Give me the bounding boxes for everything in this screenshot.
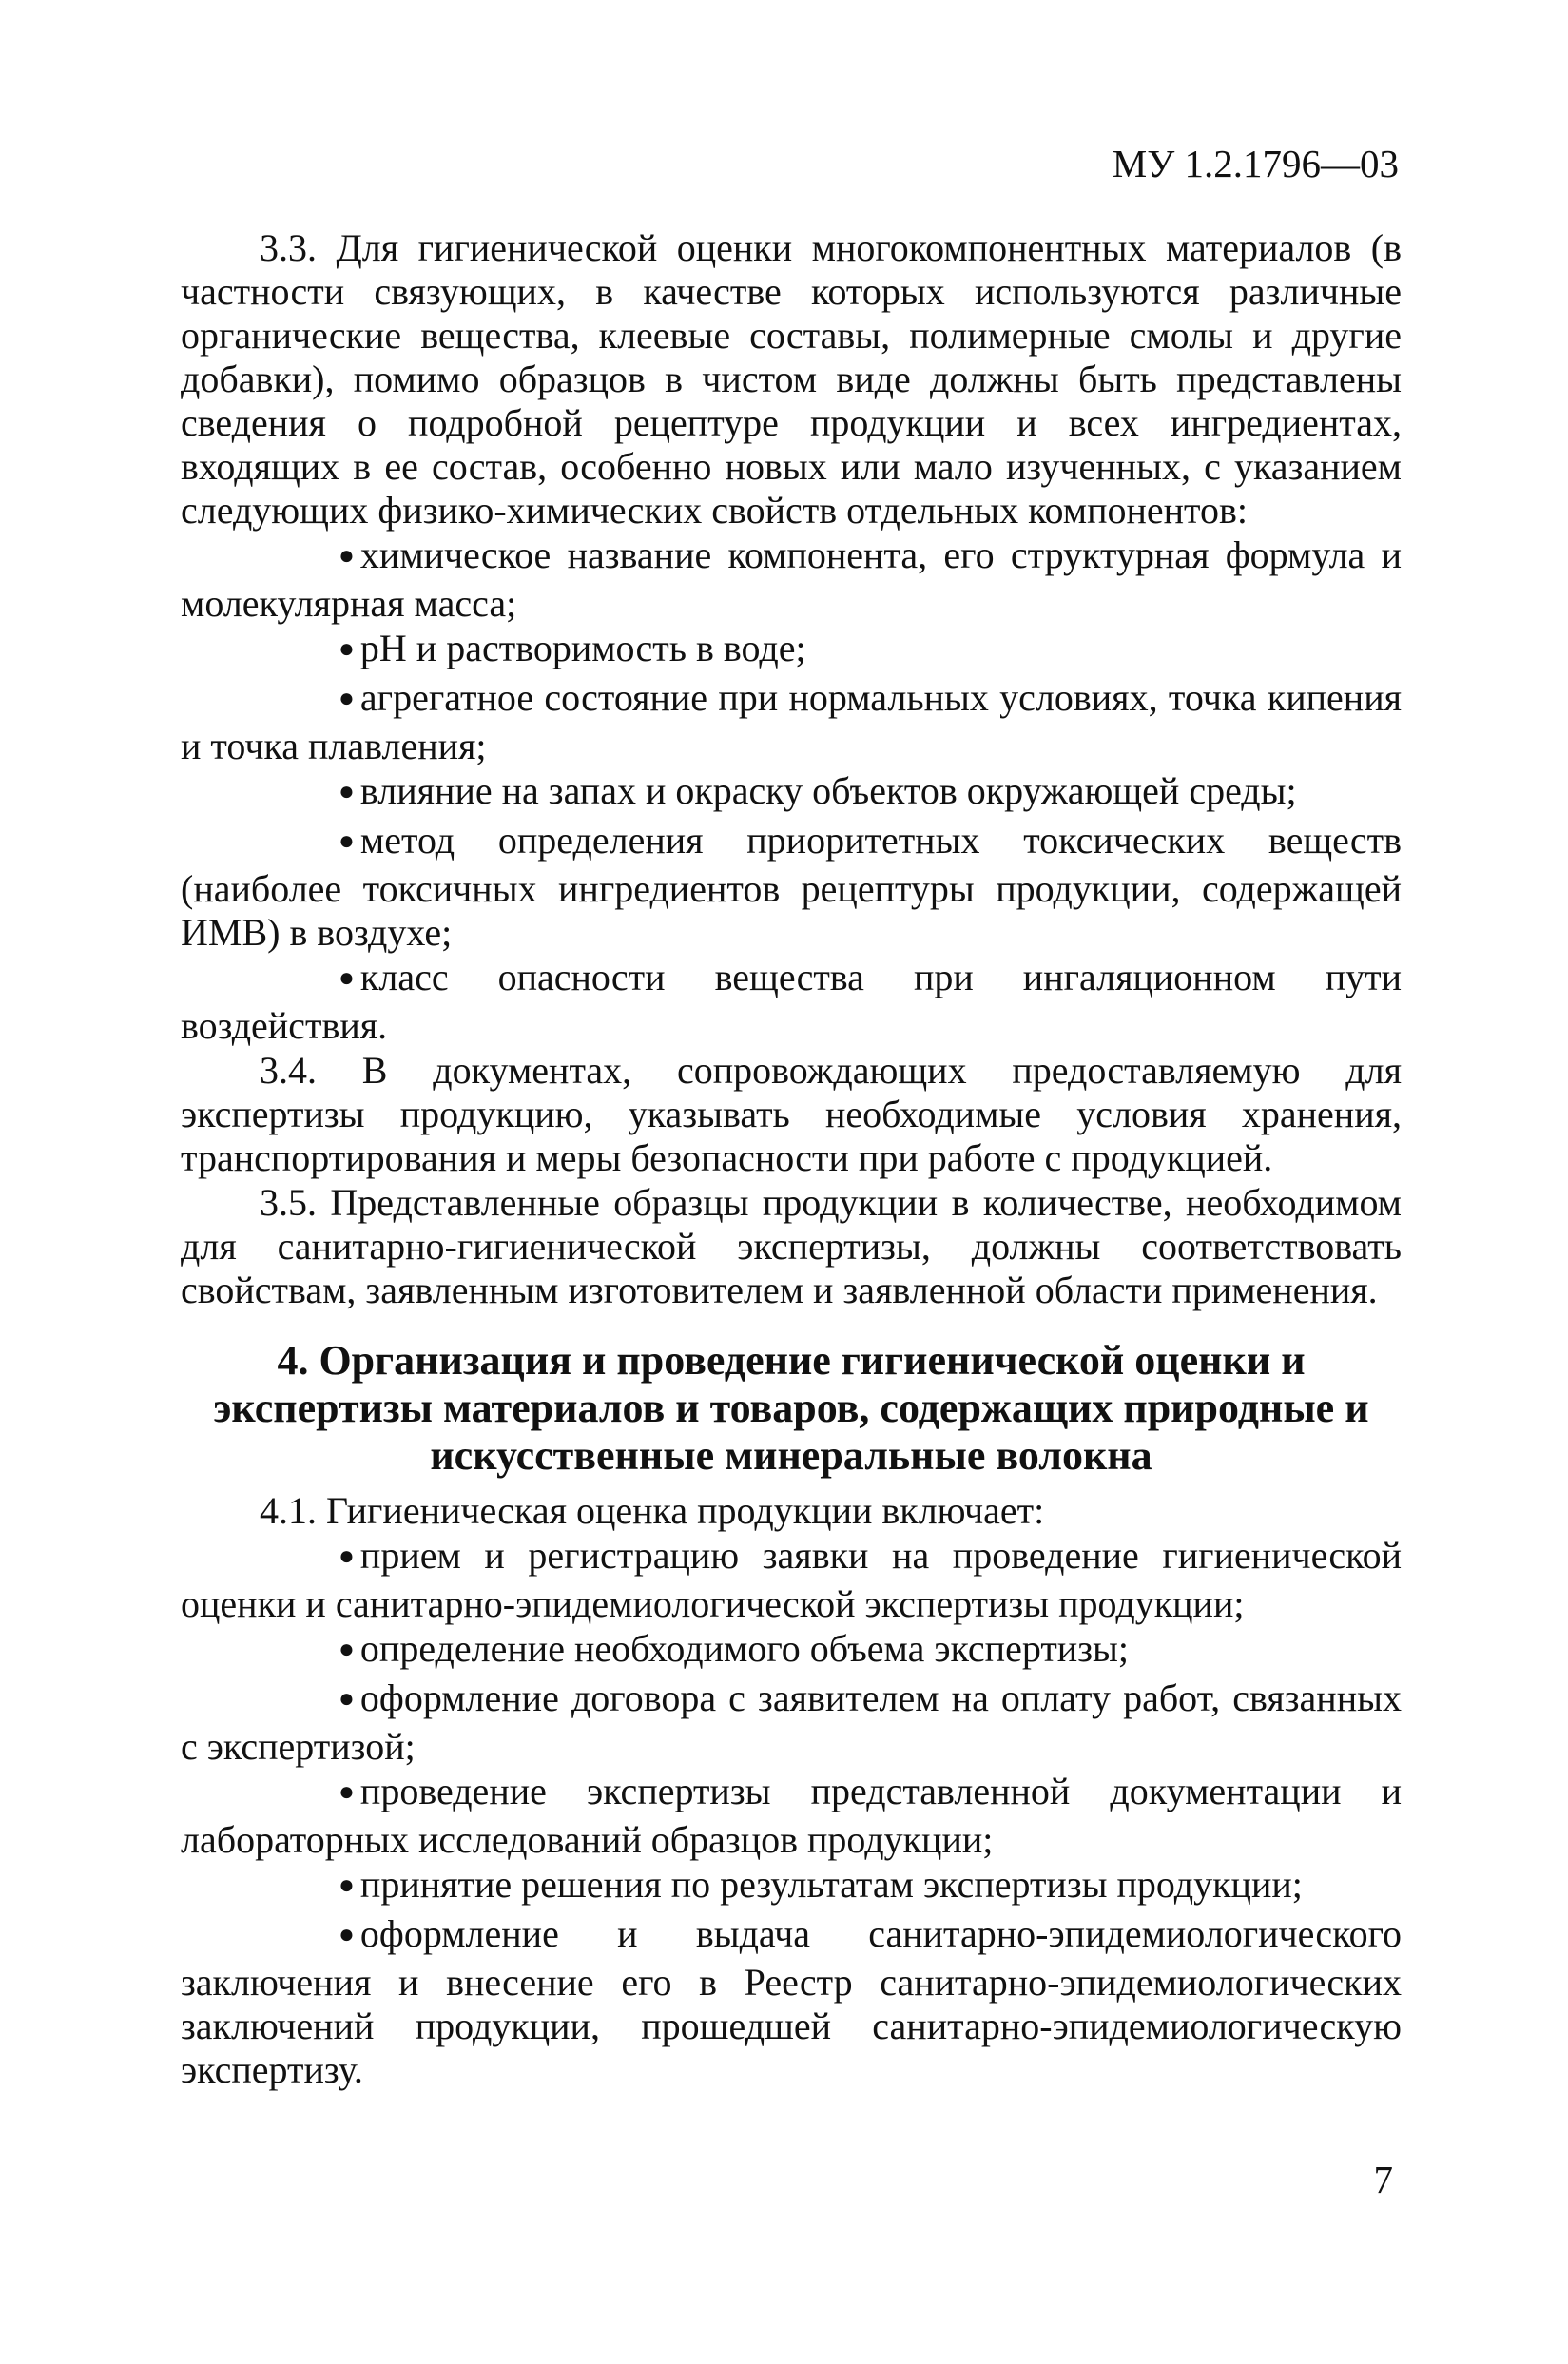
heading-line: искусственные минеральные волокна [430, 1432, 1152, 1479]
paragraph-3-4: 3.4. В документах, сопровождающих предоставляемую для экспертизы продукцию, указывать необходимые условия хранения, транспортирования и меры безопасности при работе с продукцией. [181, 1049, 1402, 1179]
bullet-dot-icon: ● [339, 541, 355, 571]
list-item-text: прием и регистрацию заявки на проведение гигиенической оценки и санитарно-эпидемиологической экспертизы продукции; [181, 1534, 1402, 1625]
bullet-dot-icon: ● [339, 777, 355, 806]
list-item-text: оформление и выдача санитарно-эпидемиологического заключения и внесение его в Реестр санитарно-эпидемиологических заключений продукции, прошедшей санитарно-эпидемиологическую экспертизу. [181, 1912, 1402, 2091]
bullet-dot-icon: ● [339, 1920, 355, 1949]
list-item-text: проведение экспертизы представленной документации и лабораторных исследований образцов продукции; [181, 1770, 1402, 1861]
section-4-heading [181, 1337, 1402, 1480]
list-item [181, 1863, 1402, 1911]
list-item [181, 627, 1402, 675]
heading-line: 4. Организация и проведение гигиенической оценки и [277, 1337, 1306, 1384]
list-item [181, 533, 1402, 626]
bullet-dot-icon: ● [339, 1777, 355, 1807]
list-item-text: определение необходимого объема экспертизы; [359, 1627, 1129, 1670]
bullet-dot-icon: ● [339, 963, 355, 993]
bullet-dot-icon: ● [339, 684, 355, 713]
paragraph-3-5: 3.5. Представленные образцы продукции в количестве, необходимом для санитарно-гигиенической экспертизы, должны соответствовать свойствам, заявленным изготовителем и заявленной области применения. [181, 1181, 1402, 1311]
list-item-text: метод определения приоритетных токсических веществ (наиболее токсичных ингредиентов рецептуры продукции, содержащей ИМВ) в воздухе; [181, 819, 1402, 954]
list-item-text: влияние на запах и окраску объектов окружающей среды; [359, 769, 1297, 812]
paragraph-3-3: 3.3. Для гигиенической оценки многокомпонентных материалов (в частности связующих, в качестве которых используются различные органические вещества, клеевые составы, полимерные смолы и другие добавки), помимо образцов в чистом виде должны быть представлены сведения о подробной рецептуре продукции и всех ингредиентах, входящих в ее состав, особенно новых или мало изученных, с указанием следующих физико-химических свойств отдельных компонентов: [181, 226, 1402, 532]
list-item-text: агрегатное состояние при нормальных условиях, точка кипения и точка плавления; [181, 676, 1402, 767]
list-item [181, 769, 1402, 818]
list-item [181, 819, 1402, 955]
document-code: МУ 1.2.1796—03 [1112, 142, 1399, 185]
list-item [181, 1912, 1402, 2092]
page-content [181, 226, 1402, 2093]
list-item-text: класс опасности вещества при ингаляционном пути воздействия. [181, 956, 1402, 1047]
list-item-text: оформление договора с заявителем на оплату работ, связанных с экспертизой; [181, 1676, 1402, 1768]
page-number: 7 [1373, 2158, 1393, 2201]
list-item-text: химическое название компонента, его структурная формула и молекулярная масса; [181, 533, 1402, 625]
list-item [181, 1534, 1402, 1626]
list-item [181, 956, 1402, 1048]
list-item-text: принятие решения по результатам экспертизы продукции; [359, 1863, 1303, 1906]
bullet-dot-icon: ● [339, 1870, 355, 1900]
bullet-dot-icon: ● [339, 1684, 355, 1714]
list-item [181, 1676, 1402, 1769]
list-item-text: pH и растворимость в воде; [359, 627, 806, 669]
bullet-dot-icon: ● [339, 1635, 355, 1664]
list-item [181, 1770, 1402, 1862]
list-item [181, 1627, 1402, 1676]
bullet-dot-icon: ● [339, 634, 355, 664]
bullet-dot-icon: ● [339, 1541, 355, 1571]
paragraph-4-1: 4.1. Гигиеническая оценка продукции включает: [260, 1489, 1045, 1532]
bullet-dot-icon: ● [339, 826, 355, 856]
heading-line: экспертизы материалов и товаров, содержащих природные и [213, 1385, 1369, 1431]
list-item [181, 676, 1402, 768]
